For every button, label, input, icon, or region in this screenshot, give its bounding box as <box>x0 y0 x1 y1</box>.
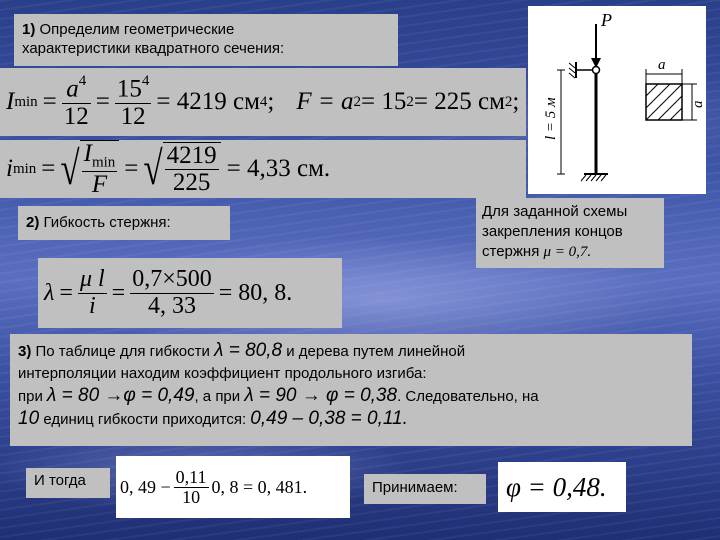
I-sep: ; <box>267 88 275 115</box>
step3-paragraph <box>10 334 692 446</box>
frac-num-15: 15 <box>116 75 142 103</box>
final-phi-value: φ = 0,48. <box>506 471 607 502</box>
step3-line3 <box>18 385 684 408</box>
I-result: = 4219 см <box>156 88 260 115</box>
width-label: a <box>658 57 666 73</box>
step1-text-line1: Определим геометрические <box>39 21 235 38</box>
F-expression: F = a <box>296 88 354 115</box>
note-line2: закрепления концов <box>482 223 623 240</box>
F-exp: 2 <box>353 93 362 110</box>
frac-num-a-exp: 4 <box>78 73 87 90</box>
radicand-1 <box>80 140 120 198</box>
step1-caption <box>14 14 398 66</box>
step3-line4 <box>18 408 684 431</box>
accept-label-text: Принимаем: <box>372 479 458 496</box>
frac-den-F: F <box>91 170 108 198</box>
step3-line1-a: По таблице для гибкости <box>35 343 210 360</box>
step1-text-line2: характеристики квадратного сечения: <box>22 40 285 57</box>
fraction-a4-12 <box>62 74 91 130</box>
frac-num-011: 0,11 <box>175 466 207 487</box>
formula-moment-of-inertia <box>0 68 526 136</box>
fraction-mu-l-i <box>78 267 107 318</box>
formula-interpolation <box>116 456 350 518</box>
fraction-Imin-F <box>82 141 118 198</box>
note-mu-value: μ = 0,7. <box>543 244 592 260</box>
note-line1: Для заданной схемы <box>482 203 628 220</box>
lambda-symbol: λ <box>44 279 55 306</box>
step2-caption <box>18 206 230 240</box>
F-mid-exp: 2 <box>406 93 414 110</box>
fraction-15-4-12 <box>115 74 152 130</box>
I-symbol: I <box>6 88 15 115</box>
sqrt-icon: √ <box>60 142 80 195</box>
formula-final-phi <box>498 462 626 512</box>
then-label <box>26 468 110 498</box>
eq-sign-2: = <box>95 88 110 115</box>
frac-den-433: 4, 33 <box>147 292 196 319</box>
step1-number: 1) <box>22 21 36 38</box>
formula-radius-of-gyration <box>0 140 526 198</box>
step3-difference: 0,49 – 0,38 = 0,11. <box>250 408 408 429</box>
accept-label <box>364 474 486 504</box>
step3-line1 <box>18 340 684 363</box>
eq-sign-lambda: = <box>59 279 73 306</box>
interp-result: 0, 8 = 0, 481. <box>211 476 308 497</box>
eq-sign: = <box>42 88 57 115</box>
column-diagram-svg <box>528 6 706 194</box>
mu-note <box>476 198 664 268</box>
fraction-07-500 <box>130 267 214 318</box>
step2-number: 2) <box>26 214 40 231</box>
note-line3: стержня <box>482 243 540 260</box>
top-pin-icon <box>593 67 600 74</box>
eq-sign-i2: = <box>124 155 139 182</box>
frac-num-15-exp: 4 <box>141 73 150 90</box>
length-label: l = 5 м <box>543 97 559 140</box>
eq-sign-lambda-2: = <box>111 279 126 306</box>
F-result-exp: 2 <box>504 93 513 110</box>
height-label: a <box>690 100 706 108</box>
formula-slenderness <box>38 258 342 328</box>
frac-num-07x500: 0,7×500 <box>132 266 212 293</box>
F-mid: = 15 <box>361 88 407 115</box>
frac-den-12b: 12 <box>120 102 146 130</box>
column-diagram <box>528 6 706 194</box>
frac-den-i: i <box>88 292 96 319</box>
step3-line1-c: и дерева путем линейной <box>286 343 466 360</box>
step3-line3-a: при <box>18 388 43 405</box>
interp-lead: 0, 49 − <box>120 476 171 497</box>
sqrt-icon-2: √ <box>143 142 163 195</box>
step3-number: 3) <box>18 343 32 360</box>
frac-num-I: I <box>83 139 92 167</box>
step2-text: Гибкость стержня: <box>43 214 171 231</box>
step3-phi-90: λ = 90 → φ = 0,38 <box>244 385 398 406</box>
lambda-result: = 80, 8. <box>218 279 293 306</box>
fraction-4219-225 <box>165 143 219 197</box>
frac-den-10: 10 <box>182 486 201 507</box>
load-label: P <box>601 10 612 30</box>
step3-lambda-value: λ = 80,8 <box>214 340 283 361</box>
frac-num-a: a <box>66 75 79 103</box>
step3-phi-80: λ = 80 →φ = 0,49 <box>47 385 195 406</box>
F-result: = 225 см <box>413 88 505 115</box>
I-result-exp: 4 <box>259 93 268 110</box>
radicand-2 <box>163 142 221 197</box>
step3-line3-e: . Следовательно, на <box>397 388 539 405</box>
F-sep: ; <box>512 88 520 115</box>
step3-ten: 10 <box>18 408 40 429</box>
eq-sign-i: = <box>41 155 56 182</box>
I-subscript: min <box>14 93 38 110</box>
frac-den-225: 225 <box>172 169 211 196</box>
frac-num-4219: 4219 <box>166 141 217 169</box>
step3-line4-b: единиц гибкости приходится: <box>43 411 247 428</box>
i-symbol: i <box>6 155 13 182</box>
then-label-text: И тогда <box>34 472 86 489</box>
i-subscript: min <box>12 160 37 177</box>
frac-num-I-sub: min <box>91 154 116 171</box>
frac-den-12: 12 <box>63 102 89 130</box>
i-result: = 4,33 см. <box>226 155 331 182</box>
fraction-011-10 <box>174 468 209 507</box>
step3-line2: интерполяции находим коэффициент продольного изгиба: <box>18 365 427 382</box>
frac-num-mu-l: μ l <box>79 266 105 293</box>
step3-line3-c: , а при <box>194 388 241 405</box>
